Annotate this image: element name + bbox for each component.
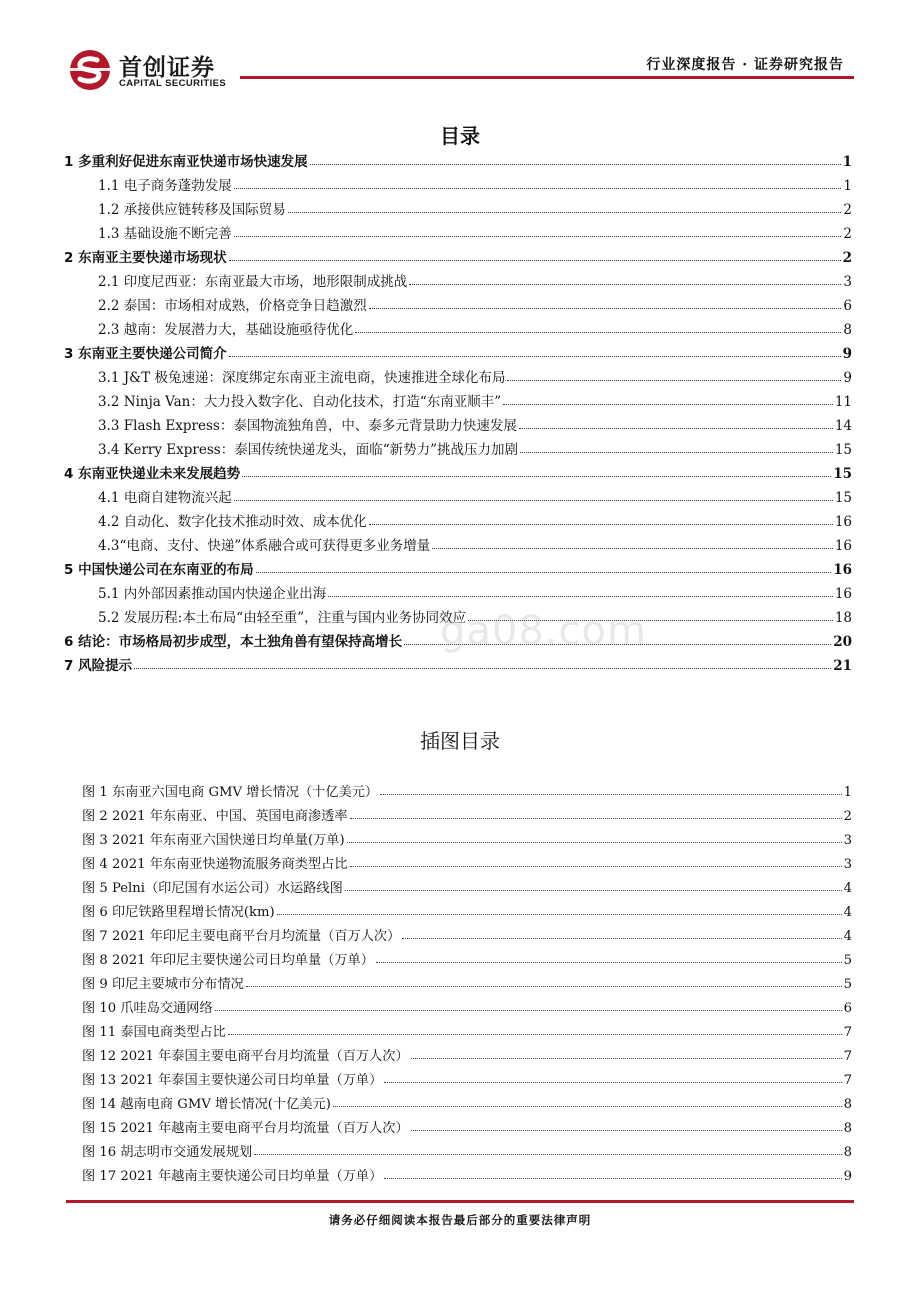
figure-entry-page: 7 <box>843 1049 852 1064</box>
toc-entry[interactable] <box>62 338 852 362</box>
toc-entry[interactable] <box>62 578 852 602</box>
dot-leader <box>345 890 842 891</box>
toc-entry-page: 8 <box>843 322 852 338</box>
figure-entry-page: 1 <box>843 785 852 800</box>
toc-entry-page: 15 <box>833 466 852 482</box>
dot-leader <box>507 380 841 381</box>
figure-entry-page: 7 <box>843 1073 852 1088</box>
figure-entry[interactable] <box>82 944 852 968</box>
toc-entry-page: 16 <box>834 514 852 530</box>
figure-entry-page: 6 <box>843 1001 852 1016</box>
dot-leader <box>369 524 833 525</box>
figure-entry-text: 图 9 印尼主要城市分布情况 <box>82 977 244 992</box>
toc-entry-text: 2 东南亚主要快递市场现状 <box>64 250 227 266</box>
toc-entry-text: 5.1 内外部因素推动国内快递企业出海 <box>98 586 327 602</box>
toc-entry-text: 3 东南亚主要快递公司简介 <box>64 346 227 362</box>
figure-entry[interactable] <box>82 896 852 920</box>
dot-leader <box>328 596 833 597</box>
report-type-label: 行业深度报告 · 证券研究报告 <box>646 57 844 73</box>
dot-leader <box>347 842 842 843</box>
dot-leader <box>384 1178 841 1179</box>
table-of-contents <box>62 146 852 674</box>
toc-entry-page: 16 <box>834 586 852 602</box>
toc-entry-page: 16 <box>834 538 852 554</box>
toc-entry-page: 15 <box>834 442 852 458</box>
toc-entry-text: 4 东南亚快递业未来发展趋势 <box>64 466 241 482</box>
toc-entry-page: 1 <box>842 154 852 170</box>
dot-leader <box>134 668 831 669</box>
toc-entry[interactable] <box>62 146 852 170</box>
toc-entry-page: 2 <box>843 202 852 218</box>
figure-entry-page: 8 <box>843 1145 852 1160</box>
figure-entry[interactable] <box>82 776 852 800</box>
figure-entry-page: 3 <box>843 857 852 872</box>
toc-entry-text: 5.2 发展历程:本土布局“由轻至重”，注重与国内业务协同效应 <box>98 610 467 626</box>
figure-entry-page: 8 <box>843 1097 852 1112</box>
figure-entry-text: 图 11 泰国电商类型占比 <box>82 1025 226 1040</box>
toc-entry-page: 9 <box>843 370 852 386</box>
capital-securities-logo-icon <box>66 48 114 92</box>
figure-list <box>82 776 852 1184</box>
figure-entry[interactable] <box>82 872 852 896</box>
toc-entry[interactable] <box>62 314 852 338</box>
figure-entry[interactable] <box>82 1160 852 1184</box>
toc-entry-text: 1.3 基础设施不断完善 <box>98 226 232 242</box>
toc-entry-text: 3.4 Kerry Express：泰国传统快递龙头，面临“新势力”挑战压力加剧 <box>98 442 519 458</box>
figure-entry-text: 图 6 印尼铁路里程增长情况(km) <box>82 905 275 920</box>
figure-entry-page: 9 <box>843 1169 852 1184</box>
toc-entry-text: 2.2 泰国：市场相对成熟，价格竞争日趋激烈 <box>98 298 367 314</box>
dot-leader <box>384 1082 841 1083</box>
toc-entry-page: 2 <box>843 226 852 242</box>
toc-entry[interactable] <box>62 170 852 194</box>
toc-entry[interactable] <box>62 458 852 482</box>
figure-entry-text: 图 10 爪哇岛交通网络 <box>82 1001 213 1016</box>
figure-list-title: 插图目录 <box>420 729 500 753</box>
toc-entry[interactable] <box>62 530 852 554</box>
dot-leader <box>376 962 842 963</box>
toc-entry-text: 2.1 印度尼西亚：东南亚最大市场，地形限制成挑战 <box>98 274 408 290</box>
toc-entry[interactable] <box>62 434 852 458</box>
dot-leader <box>369 308 842 309</box>
dot-leader <box>432 548 833 549</box>
dot-leader <box>520 452 833 453</box>
figure-entry-page: 4 <box>843 929 852 944</box>
dot-leader <box>380 794 842 795</box>
figure-entry-page: 3 <box>843 833 852 848</box>
brand-name-cn: 首创证券 <box>119 55 215 81</box>
figure-entry-page: 7 <box>843 1025 852 1040</box>
dot-leader <box>229 260 841 261</box>
dot-leader <box>256 572 832 573</box>
figure-entry[interactable] <box>82 1088 852 1112</box>
figure-entry-text: 图 7 2021 年印尼主要电商平台月均流量（百万人次） <box>82 929 401 944</box>
figure-entry-text: 图 14 越南电商 GMV 增长情况(十亿美元) <box>82 1097 331 1112</box>
watermark: ga08.com <box>440 608 647 654</box>
figure-entry-text: 图 4 2021 年东南亚快递物流服务商类型占比 <box>82 857 348 872</box>
toc-entry[interactable] <box>62 194 852 218</box>
toc-entry[interactable] <box>62 386 852 410</box>
dot-leader <box>229 356 841 357</box>
toc-entry-text: 4.2 自动化、数字化技术推动时效、成本优化 <box>98 514 367 530</box>
legal-notice: 请务必仔细阅读本报告最后部分的重要法律声明 <box>328 1213 592 1227</box>
figure-entry[interactable] <box>82 1016 852 1040</box>
page-header <box>0 0 920 100</box>
dot-leader <box>234 188 842 189</box>
dot-leader <box>246 986 842 987</box>
dot-leader <box>234 236 842 237</box>
toc-entry[interactable] <box>62 410 852 434</box>
toc-entry[interactable] <box>62 242 852 266</box>
toc-entry-text: 6 结论：市场格局初步成型，本土独角兽有望保持高增长 <box>64 634 403 650</box>
figure-entry[interactable] <box>82 800 852 824</box>
toc-entry-text: 1 多重利好促进东南亚快递市场快速发展 <box>64 154 308 170</box>
toc-entry-page: 9 <box>842 346 852 362</box>
figure-entry-text: 图 8 2021 年印尼主要快递公司日均单量（万单） <box>82 953 374 968</box>
dot-leader <box>228 1034 842 1035</box>
figure-entry-text: 图 1 东南亚六国电商 GMV 增长情况（十亿美元） <box>82 785 379 800</box>
header-divider <box>240 76 854 79</box>
dot-leader <box>215 1010 842 1011</box>
figure-entry[interactable] <box>82 848 852 872</box>
toc-entry-text: 3.2 Ninja Van：大力投入数字化、自动化技术，打造“东南亚顺丰” <box>98 394 502 410</box>
figure-entry[interactable] <box>82 992 852 1016</box>
toc-entry-page: 18 <box>834 610 852 626</box>
toc-entry[interactable] <box>62 362 852 386</box>
figure-entry-text: 图 16 胡志明市交通发展规划 <box>82 1145 253 1160</box>
figure-entry[interactable] <box>82 968 852 992</box>
dot-leader <box>350 866 842 867</box>
dot-leader <box>310 164 841 165</box>
toc-entry[interactable] <box>62 482 852 506</box>
toc-entry[interactable] <box>62 218 852 242</box>
toc-entry-text: 4.1 电商自建物流兴起 <box>98 490 232 506</box>
figure-entry-text: 图 15 2021 年越南主要电商平台月均流量（百万人次） <box>82 1121 409 1136</box>
dot-leader <box>402 938 841 939</box>
figure-entry[interactable] <box>82 824 852 848</box>
toc-entry-page: 20 <box>833 634 852 650</box>
dot-leader <box>254 1154 841 1155</box>
figure-entry-page: 4 <box>843 905 852 920</box>
dot-leader <box>519 428 833 429</box>
toc-entry-text: 1.2 承接供应链转移及国际贸易 <box>98 202 286 218</box>
toc-entry-page: 1 <box>843 178 852 194</box>
figure-entry-page: 2 <box>843 809 852 824</box>
toc-entry[interactable] <box>62 290 852 314</box>
dot-leader <box>333 1106 842 1107</box>
figure-entry[interactable] <box>82 1136 852 1160</box>
dot-leader <box>503 404 833 405</box>
toc-entry-text: 3.1 J&T 极兔速递：深度绑定东南亚主流电商，快速推进全球化布局 <box>98 370 506 386</box>
figure-entry-page: 5 <box>843 953 852 968</box>
figure-entry-text: 图 5 Pelni（印尼国有水运公司）水运路线图 <box>82 881 343 896</box>
figure-entry-text: 图 3 2021 年东南亚六国快递日均单量(万单) <box>82 833 345 848</box>
toc-entry-text: 5 中国快递公司在东南亚的布局 <box>64 562 254 578</box>
toc-entry-page: 15 <box>834 490 852 506</box>
figure-entry[interactable] <box>82 920 852 944</box>
toc-entry-text: 7 风险提示 <box>64 658 133 674</box>
figure-entry-text: 图 13 2021 年泰国主要快递公司日均单量（万单） <box>82 1073 383 1088</box>
toc-entry-text: 3.3 Flash Express：泰国物流独角兽，中、泰多元背景助力快速发展 <box>98 418 517 434</box>
figure-entry[interactable] <box>82 1040 852 1064</box>
toc-entry-page: 3 <box>843 274 852 290</box>
dot-leader <box>350 818 842 819</box>
dot-leader <box>409 284 841 285</box>
figure-entry[interactable] <box>82 1112 852 1136</box>
toc-entry-text: 1.1 电子商务蓬勃发展 <box>98 178 232 194</box>
footer-divider <box>66 1200 854 1203</box>
toc-entry-page: 14 <box>834 418 852 434</box>
figure-entry-page: 4 <box>843 881 852 896</box>
figure-entry-text: 图 12 2021 年泰国主要电商平台月均流量（百万人次） <box>82 1049 409 1064</box>
figure-entry[interactable] <box>82 1064 852 1088</box>
figure-entry-text: 图 17 2021 年越南主要快递公司日均单量（万单） <box>82 1169 383 1184</box>
toc-entry-text: 4.3“电商、支付、快递”体系融合或可获得更多业务增量 <box>98 538 431 554</box>
toc-entry-page: 2 <box>842 250 852 266</box>
toc-entry-page: 6 <box>843 298 852 314</box>
dot-leader <box>242 476 831 477</box>
figure-entry-page: 5 <box>843 977 852 992</box>
dot-leader <box>234 500 833 501</box>
dot-leader <box>288 212 842 213</box>
toc-title: 目录 <box>440 124 480 148</box>
dot-leader <box>277 914 842 915</box>
brand-name-en: CAPITAL SECURITIES <box>119 78 227 89</box>
toc-entry[interactable] <box>62 266 852 290</box>
figure-entry-page: 8 <box>843 1121 852 1136</box>
toc-entry-page: 21 <box>833 658 852 674</box>
dot-leader <box>355 332 841 333</box>
toc-entry-page: 11 <box>834 394 852 410</box>
toc-entry-text: 2.3 越南：发展潜力大，基础设施亟待优化 <box>98 322 354 338</box>
toc-entry[interactable] <box>62 506 852 530</box>
dot-leader <box>411 1058 842 1059</box>
dot-leader <box>411 1130 842 1131</box>
toc-entry-page: 16 <box>833 562 852 578</box>
toc-entry[interactable] <box>62 554 852 578</box>
figure-entry-text: 图 2 2021 年东南亚、中国、英国电商渗透率 <box>82 809 348 824</box>
